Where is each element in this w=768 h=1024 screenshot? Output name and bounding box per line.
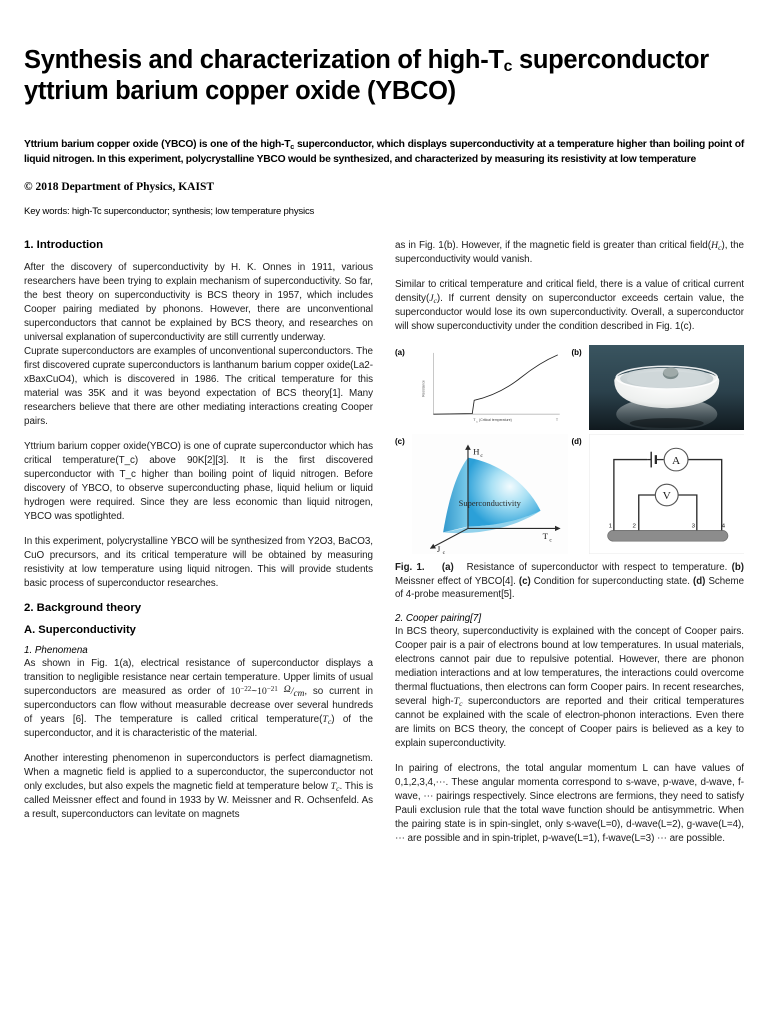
figure-panel-grid — [395, 345, 744, 554]
phase-region-label: Superconductivity — [458, 498, 521, 508]
panel-a-tc-tick-sub: c — [476, 420, 478, 424]
abstract — [24, 137, 744, 167]
panel-a-content — [412, 345, 568, 430]
panel-a-x-axis-label: (Critical temperature) — [479, 417, 512, 422]
page-title — [24, 45, 744, 107]
phenomena-p2-part-b: . This is called Meissner effect and found in 1933 by W. Meissner and R. Ochsenfeld. As a result, superconductors can levitate on magnets — [24, 781, 373, 821]
phase-axis-label-tc: T — [542, 531, 549, 541]
caption-a-tag: (a) — [441, 561, 454, 573]
panel-d-content — [589, 434, 745, 554]
heading-background-theory: 2. Background theory — [24, 602, 142, 615]
caption-a-text: Resistance of superconductor with respect to temperature. — [466, 561, 728, 573]
phase-axis-label-hc: H — [473, 446, 480, 457]
ohm-symbol: Ω — [283, 684, 291, 696]
title-line1-pre: Synthesis and characterization of high-T — [24, 46, 504, 74]
cooper-paragraph-1 — [395, 625, 744, 751]
jc-letter: J — [429, 292, 434, 304]
heading-superconductivity: A. Superconductivity — [24, 624, 136, 637]
tc-symbol-2 — [331, 781, 340, 792]
abstract-pre: Yttrium barium copper oxide (YBCO) is one of the high-T — [24, 139, 291, 151]
jc-symbol — [429, 293, 437, 304]
panel-b-content — [589, 345, 745, 430]
tc-letter-3: T — [453, 696, 460, 708]
cooper-paragraph-2: In pairing of electrons, the total angular momentum L can have values of 0,1,2,3,4,⋯. These angular momenta correspond to s-wave, p-wave, d-wave, f-wave, ⋯ pairings respectively. Since electrons are fermions, they need to satisfy Pauli exclusion rule that the total wave function should be antisymmetric. When the pairing state is in spin-singlet, only s-wave(L=0), d-wave(L=2), g-wave(L=4), ⋯ are possible and in spin-triplet, p-wave(L=1), f-wave(L=3) ⋯ are possible. — [395, 763, 744, 845]
probe-label-3: 3 — [691, 523, 695, 530]
title-line2: yttrium barium copper oxide (YBCO) — [24, 77, 456, 106]
exp2-base: 10 — [257, 686, 267, 698]
phase-axis-label-jc: J — [436, 544, 441, 554]
figure-panel-c — [395, 434, 568, 554]
caption-lead: Fig. 1. — [395, 561, 425, 573]
title-line1-post: superconductor — [512, 46, 709, 74]
two-column-body — [24, 239, 744, 858]
figure-1 — [395, 345, 744, 602]
phase-axis-label-tc-sub: c — [549, 537, 552, 544]
panel-a-tc-tick: T — [473, 417, 476, 422]
panel-c-content — [412, 434, 568, 554]
ammeter-label: A — [671, 455, 680, 467]
copyright-line: © 2018 Department of Physics, KAIST — [24, 180, 215, 193]
caption-d-tag: (d) — [693, 575, 706, 587]
intro-paragraph-1: After the discovery of superconductivity by H. K. Onnes in 1911, various researchers have been trying to explain mechanism of superconductivity. So far, the best theory on superconductivity is BCS theory in 1957, which includes Cooper pairing mediated by phonons. However, there are unconventional superconductors that cannot be explained by BCS theory, and researches on universal explanation of superconductivity are still currently underway. — [24, 261, 373, 343]
resistance-vs-temperature-chart — [412, 345, 568, 430]
sample-bar — [607, 530, 727, 541]
probe-label-4: 4 — [721, 523, 725, 530]
cooper-p1-part-b: superconductors are reported and their critical temperatures cannot be explained with the scale of electron-phonon interactions. Even there are limits on BCS theory, the concept of Cooper pairs is believed as a key to explain superconductivity. — [395, 696, 745, 750]
tilde-separator: ~ — [251, 686, 257, 698]
four-probe-measurement-scheme — [589, 434, 745, 554]
meissner-effect-photo — [589, 345, 745, 430]
right-p2-part-a: Similar to critical temperature and critical field, there is a value of critical current density( — [395, 278, 744, 304]
caption-b-tag: (b) — [731, 561, 744, 573]
phase-axis-label-hc-sub: c — [480, 453, 483, 459]
right-paragraph-2 — [395, 278, 744, 334]
panel-a-y-axis-label: Resistance — [421, 379, 426, 397]
figure-1-caption — [395, 561, 744, 602]
panel-b-label: (b) — [571, 347, 582, 357]
hc-letter: H — [710, 239, 719, 251]
probe-label-2: 2 — [632, 523, 636, 530]
tc-sub-2: c — [336, 784, 340, 794]
abstract-post: superconductor, which displays superconductivity at a temperature higher than boiling point of liquid nitrogen. In this experiment, polycrystalline YBCO would be synthesized, and characterized by measuring its resistivity at low temperature — [24, 139, 744, 166]
cooper-p1-part-a: In BCS theory, superconductivity is explained with the concept of Cooper pairs. Cooper pair is a pair of electrons bound at low temperatures. In usual materials, electrons cannot pair due to repulsive potential. However, there are phonon mediation interactions and at low temperatures, the interactions could overcome thermal fluctuations, then electrons can form Cooper pairs. In recent researches, several high- — [395, 626, 744, 708]
caption-b-text: Meissner effect of YBCO[4]. — [395, 575, 516, 587]
figure-panel-d — [572, 434, 745, 554]
order-expression-2 — [257, 686, 278, 697]
phenomena-paragraph-1 — [24, 657, 373, 741]
figure-panel-a — [395, 345, 568, 430]
superconductivity-phase-diagram — [412, 434, 568, 554]
panel-a-label: (a) — [395, 347, 405, 357]
intro-paragraph-2: Cuprate superconductors are examples of unconventional superconductors. The first discovered cuprate superconductors is lanthanum barium copper oxide(La2-xBaxCuO4), which is discovered in 1986. The critical temperature for this material was 35K and it was beyond expectation of BCS theory[1]. Many researchers believe that there are other mediating interactions creating Cooper pairs. — [24, 345, 373, 427]
right-p1-part-a: as in Fig. 1(b). However, if the magnetic field is greater than critical field( — [395, 239, 711, 251]
hc-sub: c — [718, 242, 722, 252]
right-paragraph-1 — [395, 239, 744, 267]
exp2-sup: −21 — [266, 684, 278, 693]
exp1-sup: −22 — [240, 684, 252, 693]
tc-letter-1: T — [322, 714, 328, 726]
tc-sub-3: c — [459, 699, 463, 708]
tc-symbol-1 — [322, 714, 331, 725]
left-column — [24, 239, 373, 834]
figure-panel-b — [572, 345, 745, 430]
phenomena-p1-part-a: As shown in Fig. 1(a), electrical resistance of superconductor displays a transition to negligible resistance near certain temperature. Upper limits of usual superconductors are measured as order of — [24, 658, 373, 698]
keywords-line: Key words: high-Tc superconductor; synthesis; low temperature physics — [24, 205, 315, 217]
phase-axis-label-jc-sub: c — [442, 549, 446, 554]
right-column — [395, 239, 744, 858]
heading-cooper-pairing: 2. Cooper pairing[7] — [395, 613, 482, 625]
voltmeter-label: V — [662, 490, 671, 502]
heading-introduction: 1. Introduction — [24, 238, 104, 251]
tc-symbol-3 — [454, 696, 463, 707]
exp1-base: 10 — [230, 686, 241, 698]
caption-d-text: Scheme of 4-probe measurement[5]. — [395, 575, 744, 601]
right-p1-part-b: ), the superconductivity would vanish. — [395, 239, 744, 265]
title-subscript-c: c — [503, 58, 513, 76]
panel-d-label: (d) — [571, 436, 582, 446]
abstract-subscript-c: c — [290, 141, 295, 151]
intro-paragraph-4: In this experiment, polycrystalline YBCO will be synthesized from Y2O3, BaCO3, CuO precursors, and its critical temperature will be obtained by measuring resistivity at low temperature using liquid nitrogen. This will provide students basic process of superconductor researches. — [24, 535, 373, 590]
heading-phenomena: 1. Phenomena — [24, 645, 88, 657]
jc-sub: c — [433, 295, 437, 305]
phenomena-p1-part-b: , so current in superconductors can flow without measurable decrease over several hundreds of years [6]. The temperature is called critical temperature( — [24, 686, 373, 726]
phenomena-p2-part-a: Another interesting phenomenon in superconductors is perfect diamagnetism. When a magnetic field is applied to a superconductor, the superconductor not only excludes, but also expels the magnetic field at temperature below — [24, 753, 373, 793]
panel-c-label: (c) — [395, 436, 405, 446]
probe-label-1: 1 — [608, 523, 612, 530]
tc-sub-1: c — [327, 717, 332, 727]
order-expression-1 — [231, 686, 252, 697]
phenomena-paragraph-2 — [24, 752, 373, 822]
panel-a-x-axis-right-label: T — [555, 417, 559, 422]
caption-c-tag: (c) — [518, 575, 531, 587]
tc-letter-2: T — [330, 781, 337, 793]
caption-c-text: Condition for superconducting state. — [533, 575, 690, 587]
phenomena-p1-part-c: ) of the superconductor, and it is characteristic of the material. — [24, 714, 373, 740]
intro-paragraph-3: Yttrium barium copper oxide(YBCO) is one of cuprate superconductor which has critical temperature(T_c) above 90K[2][3]. It is the first discovered superconductor with T_c higher than boiling point of liquid nitrogen. Before discovery of YBCO, to observe superconducting phase, liquid helium or liquid hydrogen were required. Since they are less economic than liquid nitrogen, YBCO was spotlighted. — [24, 440, 373, 522]
cm-symbol: cm — [293, 689, 305, 700]
ohm-per-cm-unit: Ω/cm — [283, 684, 305, 700]
right-p2-part-b: ). If current density on superconductor exceeds certain value, the superconductor would lose its own superconductivity. Overall, a superconductor will show superconductivity under the condition described in Fig. 1(c). — [395, 292, 744, 332]
hc-symbol — [711, 240, 721, 251]
